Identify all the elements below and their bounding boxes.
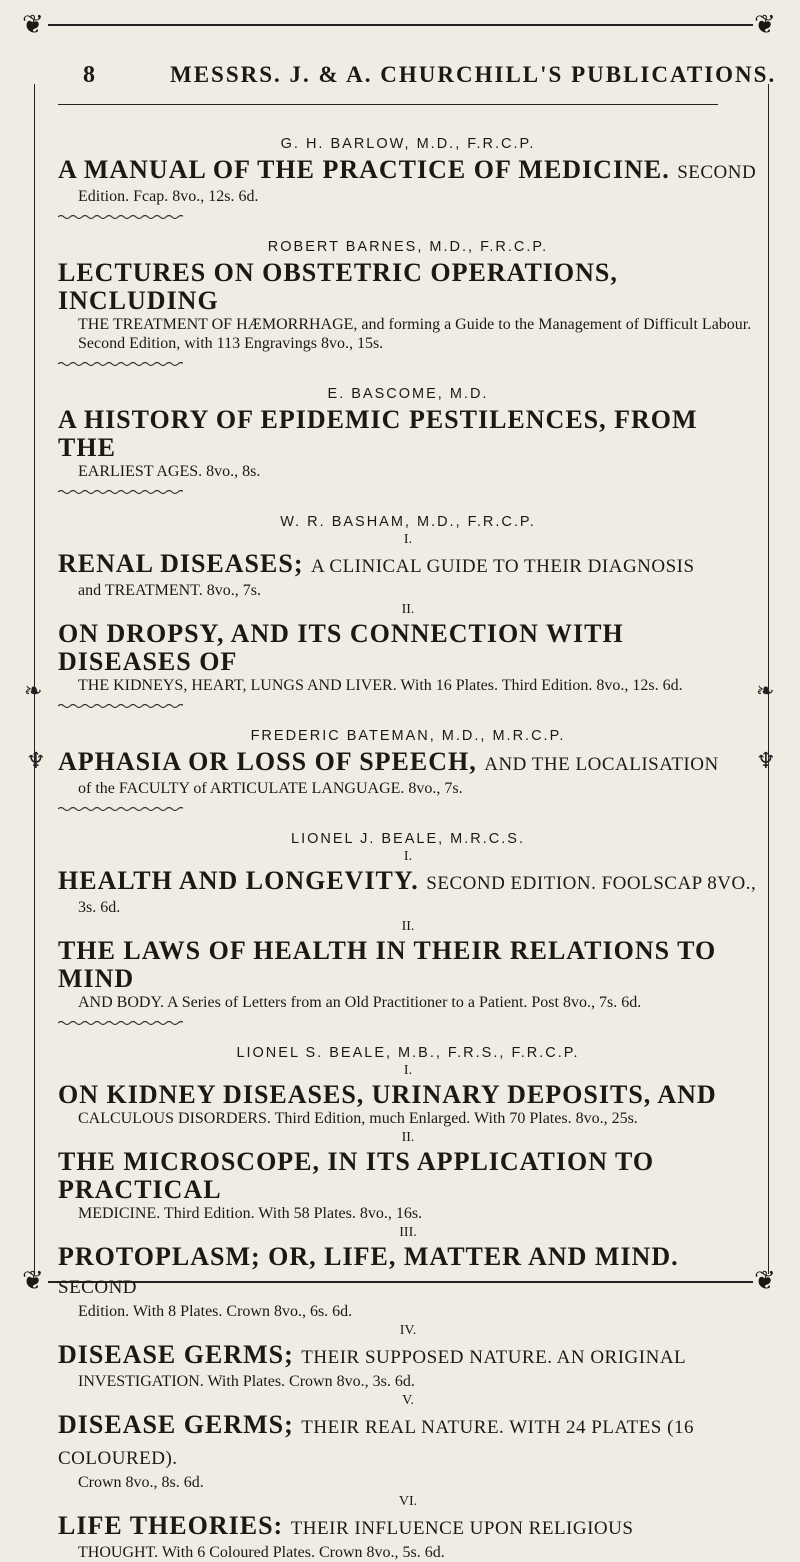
work-title-main: HEALTH AND LONGEVITY. [58, 866, 419, 895]
work-title [58, 1341, 758, 1372]
work-title-continuation: AND THE LOCALISATION [484, 754, 719, 775]
wavy-divider [58, 214, 183, 220]
side-ornament-icon: ❧ [24, 678, 43, 703]
work-title [58, 1081, 758, 1109]
work-listing [58, 1063, 758, 1128]
wavy-divider [58, 703, 183, 709]
side-ornament-icon: ♆ [756, 748, 776, 773]
work-numeral: IV. [399, 1323, 417, 1338]
corner-ornament-icon: ❦ [754, 1266, 776, 1295]
author-name: LIONEL J. BEALE, M.R.C.S. [291, 831, 525, 847]
work-description: 3s. 6d. [78, 899, 121, 916]
work-title-main: APHASIA OR LOSS OF SPEECH, [58, 747, 477, 776]
work-description: THE KIDNEYS, HEART, LUNGS AND LIVER. With 16 Plates. Third Edition. 8vo., 12s. 6d. [78, 677, 683, 694]
work-description: CALCULOUS DISORDERS. Third Edition, much Enlarged. With 70 Plates. 8vo., 25s. [78, 1110, 638, 1127]
work-title [58, 1148, 758, 1204]
work-title-main: LECTURES ON OBSTETRIC OPERATIONS, INCLUDING [58, 258, 618, 315]
author-entry [58, 239, 758, 386]
author-entry [58, 514, 758, 728]
work-description: AND BODY. A Series of Letters from an Old Practitioner to a Patient. Post 8vo., 7s. 6d. [78, 994, 642, 1011]
wavy-divider [58, 489, 183, 495]
work-description: of the FACULTY of ARTICULATE LANGUAGE. 8vo., 7s. [78, 780, 463, 797]
work-title [58, 1512, 758, 1543]
author-entry [58, 831, 758, 1045]
corner-ornament-icon: ❦ [22, 1266, 44, 1295]
work-title-continuation: THEIR INFLUENCE UPON RELIGIOUS [290, 1518, 634, 1539]
work-title-continuation: SECOND [58, 1277, 138, 1298]
work-numeral: I. [403, 532, 413, 547]
work-title [58, 406, 758, 462]
work-description: INVESTIGATION. With Plates. Crown 8vo., 3s. 6d. [78, 1373, 415, 1390]
work-listing [58, 1130, 758, 1223]
work-title-continuation: THEIR REAL NATURE. WITH 24 PLATES (16 COLOURED). [58, 1417, 694, 1469]
author-name: G. H. BARLOW, M.D., F.R.C.P. [280, 136, 536, 152]
work-description: THE TREATMENT OF HÆMORRHAGE, and forming a Guide to the Management of Difficult Labour. Second Edition, with 113 Engravings 8vo., 15s. [78, 316, 752, 352]
work-listing [58, 406, 758, 481]
work-numeral: III. [399, 1225, 417, 1240]
work-numeral: II. [401, 1130, 415, 1145]
work-title-main: LIFE THEORIES: [58, 1511, 284, 1540]
author-name: E. BASCOME, M.D. [327, 386, 489, 402]
work-listing [58, 532, 758, 600]
corner-ornament-icon: ❦ [754, 10, 776, 39]
author-entry [58, 386, 758, 514]
work-title-main: A HISTORY OF EPIDEMIC PESTILENCES, FROM THE [58, 405, 698, 462]
work-listing [58, 1323, 758, 1391]
author-entry [58, 728, 758, 831]
work-title [58, 1411, 758, 1473]
side-ornament-icon: ♆ [26, 748, 46, 773]
work-description: MEDICINE. Third Edition. With 58 Plates. 8vo., 16s. [78, 1205, 423, 1222]
work-listing [58, 1494, 758, 1562]
work-title-continuation: THEIR SUPPOSED NATURE. AN ORIGINAL [301, 1347, 687, 1368]
work-title [58, 550, 758, 581]
work-numeral: I. [403, 849, 413, 864]
work-description: Edition. Fcap. 8vo., 12s. 6d. [78, 188, 259, 205]
work-description: Crown 8vo., 8s. 6d. [78, 1474, 204, 1491]
side-ornament-icon: ❧ [756, 678, 775, 703]
wavy-divider [58, 1020, 183, 1026]
work-title-main: PROTOPLASM; OR, LIFE, MATTER AND MIND. [58, 1242, 679, 1271]
work-title-main: THE MICROSCOPE, IN ITS APPLICATION TO PRACTICAL [58, 1147, 655, 1204]
catalogue-entries [58, 136, 758, 1562]
running-head: MESSRS. J. & A. CHURCHILL'S PUBLICATIONS. [170, 62, 777, 87]
work-listing [58, 1393, 758, 1492]
work-numeral: II. [401, 919, 415, 934]
work-listing [58, 602, 758, 695]
work-description: EARLIEST AGES. 8vo., 8s. [78, 463, 261, 480]
work-title-main: A MANUAL OF THE PRACTICE OF MEDICINE. [58, 155, 670, 184]
work-title-main: ON KIDNEY DISEASES, URINARY DEPOSITS, AND [58, 1080, 717, 1109]
work-title [58, 259, 758, 315]
author-entry [58, 136, 758, 239]
work-listing [58, 919, 758, 1012]
work-title-continuation: SECOND [677, 162, 757, 183]
work-listing [58, 156, 758, 206]
work-listing [58, 259, 758, 353]
author-entry [58, 1045, 758, 1562]
work-numeral: I. [403, 1063, 413, 1078]
work-title-continuation: A CLINICAL GUIDE TO THEIR DIAGNOSIS [310, 556, 695, 577]
author-name: LIONEL S. BEALE, M.B., F.R.S., F.R.C.P. [236, 1045, 580, 1061]
work-title [58, 620, 758, 676]
top-border-rule [48, 24, 753, 26]
work-title [58, 156, 758, 187]
work-title-main: RENAL DISEASES; [58, 549, 304, 578]
work-listing [58, 849, 758, 917]
work-title-main: THE LAWS OF HEALTH IN THEIR RELATIONS TO MIND [58, 936, 717, 993]
work-title-continuation: SECOND EDITION. FOOLSCAP 8VO., [426, 873, 757, 894]
work-listing [58, 1225, 758, 1321]
corner-ornament-icon: ❦ [22, 10, 44, 39]
author-name: ROBERT BARNES, M.D., F.R.C.P. [267, 239, 549, 255]
author-name: FREDERIC BATEMAN, M.D., M.R.C.P. [250, 728, 566, 744]
wavy-divider [58, 361, 183, 367]
work-numeral: V. [402, 1393, 414, 1408]
work-numeral: VI. [398, 1494, 418, 1509]
work-description: and TREATMENT. 8vo., 7s. [78, 582, 261, 599]
work-description: Edition. With 8 Plates. Crown 8vo., 6s. 6d. [78, 1303, 353, 1320]
work-description: THOUGHT. With 6 Coloured Plates. Crown 8vo., 5s. 6d. [78, 1544, 445, 1561]
work-title-main: DISEASE GERMS; [58, 1410, 294, 1439]
work-title [58, 748, 758, 779]
work-title-main: DISEASE GERMS; [58, 1340, 294, 1369]
work-title [58, 867, 758, 898]
work-title-main: ON DROPSY, AND ITS CONNECTION WITH DISEASES OF [58, 619, 624, 676]
page-number: 8 [83, 62, 95, 88]
work-numeral: II. [401, 602, 415, 617]
header-rule [58, 104, 718, 105]
author-name: W. R. BASHAM, M.D., F.R.C.P. [280, 514, 536, 530]
work-title [58, 1243, 758, 1302]
work-listing [58, 748, 758, 798]
work-title [58, 937, 758, 993]
wavy-divider [58, 806, 183, 812]
